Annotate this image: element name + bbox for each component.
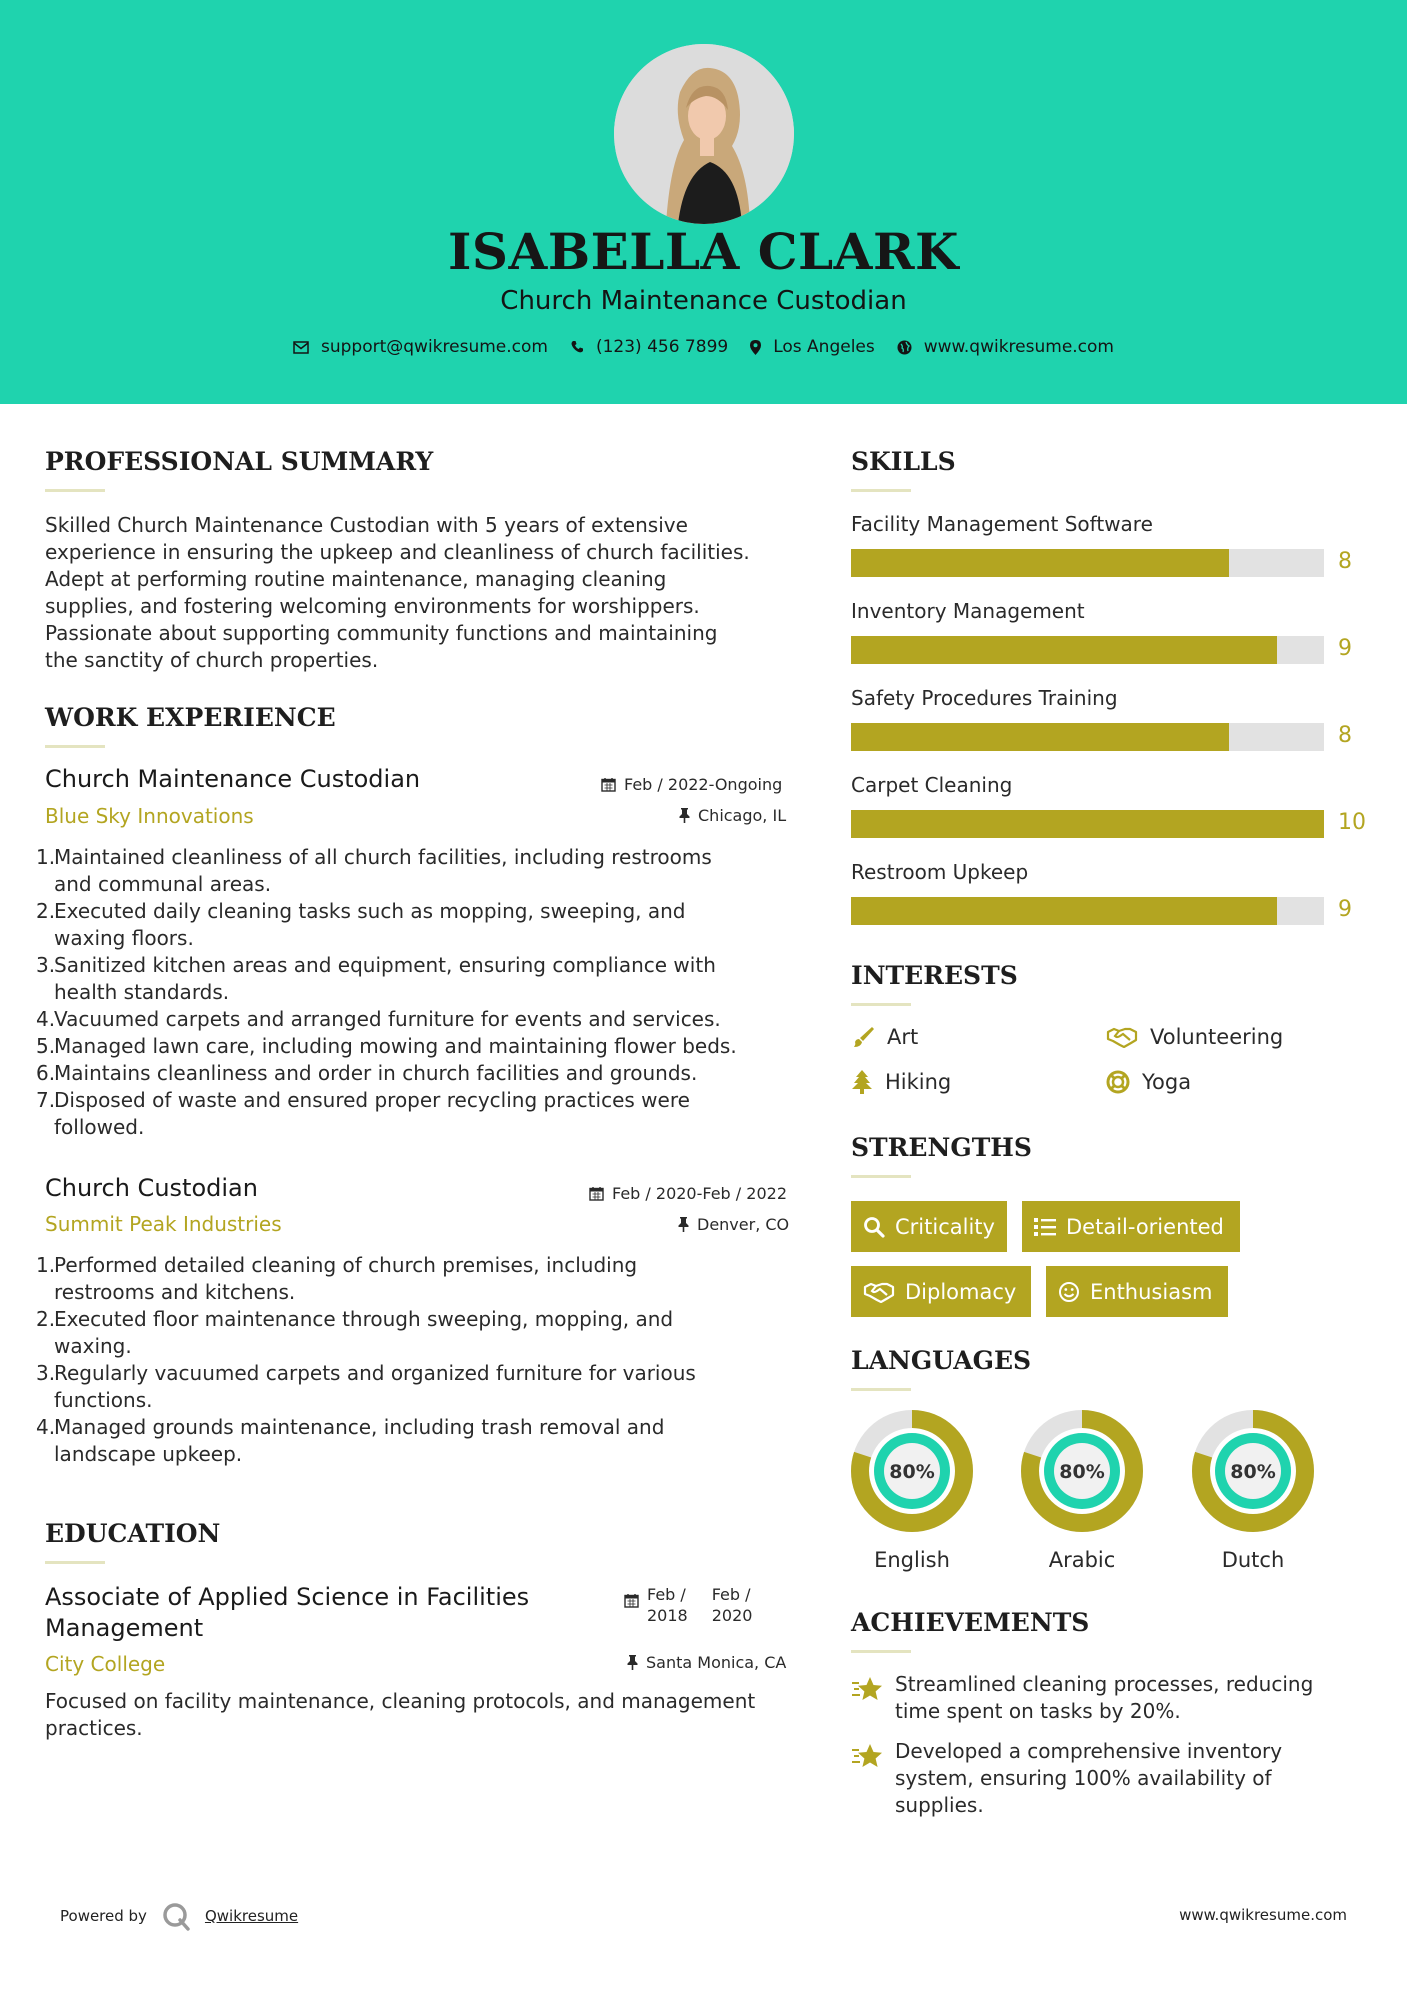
interest-yoga	[1106, 1070, 1191, 1094]
star-icon	[851, 1675, 885, 1703]
language-item	[1192, 1410, 1314, 1572]
achievements-underline	[851, 1650, 911, 1653]
contact-phone-text: (123) 456 7899	[595, 337, 729, 357]
achievements-heading: ACHIEVEMENTS	[851, 1608, 1090, 1637]
skill-value: 9	[1338, 897, 1352, 922]
skill-bar-fill	[851, 810, 1324, 838]
list-item: 3. Sanitized kitchen areas and equipment, ensuring compliance with health standards.	[36, 953, 716, 1004]
interest-volunteering	[1106, 1025, 1283, 1049]
skill-label: Safety Procedures Training	[851, 686, 1118, 710]
job-company: Blue Sky Innovations	[45, 804, 254, 828]
job-bullets	[36, 844, 816, 1141]
contact-website-text: www.qwikresume.com	[923, 337, 1114, 357]
job-location	[679, 806, 786, 825]
strength-label: Criticality	[895, 1214, 995, 1239]
calendar-icon	[601, 777, 616, 792]
skill-label: Restroom Upkeep	[851, 860, 1029, 884]
summary-line: Adept at performing routine maintenance, managing cleaning	[45, 567, 667, 591]
skills-underline	[851, 489, 911, 492]
summary-line: the sanctity of church properties.	[45, 648, 379, 672]
interests-underline	[851, 1003, 911, 1006]
skill-bar	[851, 810, 1324, 838]
achievement-item	[851, 1671, 1351, 1725]
summary-line: Skilled Church Maintenance Custodian with 5 years of extensive	[45, 513, 688, 537]
contact-bar	[0, 337, 1407, 357]
summary-line: supplies, and fostering welcoming environments for worshippers.	[45, 594, 700, 618]
job-title: Church Maintenance Custodian	[45, 765, 421, 793]
skill-value: 8	[1338, 549, 1352, 574]
language-name: Dutch	[1221, 1548, 1285, 1572]
pushpin-icon	[678, 1217, 689, 1232]
experience-underline	[45, 745, 105, 748]
strength-badge-enthusiasm	[1046, 1266, 1228, 1317]
skill-label: Inventory Management	[851, 599, 1085, 623]
contact-website[interactable]	[897, 337, 1114, 357]
map-pin-icon	[750, 340, 761, 355]
skill-bar-fill	[851, 549, 1229, 577]
phone-icon	[570, 340, 584, 354]
strength-label: Diplomacy	[905, 1279, 1017, 1304]
languages-heading: LANGUAGES	[851, 1346, 1032, 1375]
interests-heading: INTERESTS	[851, 961, 1018, 990]
job-dates-text: Feb / 2022-Ongoing	[624, 775, 783, 794]
education-date-from: Feb / 2018	[647, 1585, 688, 1625]
language-percent: 80%	[1230, 1461, 1276, 1483]
strengths-heading: STRENGTHS	[851, 1133, 1032, 1162]
handshake-icon	[863, 1281, 895, 1303]
skill-bar-fill	[851, 897, 1277, 925]
contact-email[interactable]	[293, 337, 548, 357]
footer-brand-link[interactable]: Qwikresume	[204, 1907, 299, 1925]
education-location	[627, 1653, 786, 1672]
achievement-text: Developed a comprehensive inventory system, ensuring 100% availability of supplies.	[895, 1739, 1283, 1817]
qwikresume-logo-icon	[161, 1901, 191, 1931]
strength-label: Enthusiasm	[1090, 1279, 1213, 1304]
header-banner	[0, 0, 1407, 404]
list-item: 5. Managed lawn care, including mowing and maintaining flower beds.	[36, 1034, 737, 1058]
experience-heading: WORK EXPERIENCE	[45, 703, 336, 732]
skill-bar	[851, 897, 1324, 925]
summary-text	[45, 512, 805, 674]
list-item: 6. Maintains cleanliness and order in church facilities and grounds.	[36, 1061, 698, 1085]
language-ring	[851, 1410, 973, 1532]
envelope-icon	[293, 341, 309, 354]
school-name: City College	[45, 1652, 166, 1676]
calendar-icon	[589, 1186, 604, 1201]
languages-underline	[851, 1388, 911, 1391]
degree-line: Management	[45, 1614, 204, 1642]
contact-email-text: support@qwikresume.com	[321, 337, 548, 357]
education-dates	[624, 1584, 752, 1626]
achievement-text: Streamlined cleaning processes, reducing time spent on tasks by 20%.	[895, 1672, 1314, 1723]
education-underline	[45, 1561, 105, 1564]
contact-location	[750, 337, 875, 357]
skill-bar	[851, 723, 1324, 751]
contact-phone[interactable]	[570, 337, 728, 357]
degree-title	[45, 1582, 529, 1644]
summary-line: experience in ensuring the upkeep and cleanliness of church facilities.	[45, 540, 750, 564]
strength-label: Detail-oriented	[1066, 1214, 1224, 1239]
education-description: Focused on facility maintenance, cleaning protocols, and management practices.	[45, 1689, 756, 1740]
profile-photo-icon	[614, 44, 794, 224]
summary-line: Passionate about supporting community functions and maintaining	[45, 621, 718, 645]
skill-bar	[851, 549, 1324, 577]
education-heading: EDUCATION	[45, 1519, 221, 1548]
search-icon	[863, 1216, 885, 1238]
language-name: English	[874, 1548, 950, 1572]
contact-location-text: Los Angeles	[773, 337, 875, 357]
list-item: 3. Regularly vacuumed carpets and organized furniture for various functions.	[36, 1361, 696, 1412]
candidate-role: Church Maintenance Custodian	[500, 286, 907, 316]
skill-label: Carpet Cleaning	[851, 773, 1013, 797]
job-dates-text: Feb / 2020-Feb / 2022	[612, 1184, 787, 1203]
language-item	[1021, 1410, 1143, 1572]
list-item: 2. Executed floor maintenance through sweeping, mopping, and waxing.	[36, 1307, 674, 1358]
strength-badge-criticality	[851, 1201, 1007, 1252]
interest-label: Yoga	[1142, 1070, 1192, 1094]
language-ring	[1021, 1410, 1143, 1532]
footer-powered-by	[60, 1901, 298, 1931]
job-bullets	[36, 1252, 816, 1468]
skills-heading: SKILLS	[851, 447, 956, 476]
skill-label: Facility Management Software	[851, 512, 1153, 536]
list-item: 4. Vacuumed carpets and arranged furniture for events and services.	[36, 1007, 721, 1031]
list-item: 1. Performed detailed cleaning of church premises, including restrooms and kitchens.	[36, 1253, 638, 1304]
candidate-name: ISABELLA CLARK	[448, 222, 959, 281]
job-location-text: Denver, CO	[697, 1215, 790, 1234]
skill-bar-fill	[851, 723, 1229, 751]
degree-line: Associate of Applied Science in Facilities	[45, 1583, 530, 1611]
smile-icon	[1058, 1281, 1080, 1303]
list-item: 2. Executed daily cleaning tasks such as mopping, sweeping, and waxing floors.	[36, 899, 686, 950]
handshake-icon	[1106, 1026, 1138, 1048]
interest-label: Art	[887, 1025, 919, 1049]
job-dates	[601, 775, 782, 794]
strengths-underline	[851, 1175, 911, 1178]
strength-badge-detail-oriented	[1022, 1201, 1240, 1252]
job-company: Summit Peak Industries	[45, 1212, 282, 1236]
avatar	[614, 44, 794, 224]
calendar-icon	[624, 1593, 639, 1608]
skill-value: 10	[1338, 810, 1366, 835]
skill-bar-fill	[851, 636, 1277, 664]
skill-bar	[851, 636, 1324, 664]
powered-by-label: Powered by	[60, 1907, 147, 1925]
life-ring-icon	[1106, 1070, 1130, 1094]
interest-hiking	[851, 1070, 951, 1094]
language-percent: 80%	[1059, 1461, 1105, 1483]
language-percent: 80%	[889, 1461, 935, 1483]
list-icon	[1034, 1217, 1056, 1237]
interest-label: Hiking	[885, 1070, 952, 1094]
summary-underline	[45, 489, 105, 492]
skill-value: 8	[1338, 723, 1352, 748]
globe-icon	[897, 340, 912, 355]
list-item: 4. Managed grounds maintenance, including trash removal and landscape upkeep.	[36, 1415, 665, 1466]
job-location-text: Chicago, IL	[698, 806, 787, 825]
job-location	[678, 1215, 789, 1234]
pushpin-icon	[627, 1655, 638, 1670]
summary-heading: PROFESSIONAL SUMMARY	[45, 447, 434, 476]
tree-icon	[851, 1070, 873, 1094]
strength-badge-diplomacy	[851, 1266, 1031, 1317]
education-date-to: Feb / 2020	[711, 1585, 753, 1625]
language-name: Arabic	[1048, 1548, 1116, 1572]
achievement-item	[851, 1738, 1351, 1819]
language-ring	[1192, 1410, 1314, 1532]
skill-value: 9	[1338, 636, 1352, 661]
job-dates	[589, 1184, 787, 1203]
paintbrush-icon	[851, 1025, 875, 1049]
interest-art	[851, 1025, 918, 1049]
footer-website[interactable]: www.qwikresume.com	[1179, 1906, 1347, 1924]
job-title: Church Custodian	[45, 1174, 258, 1202]
star-icon	[851, 1742, 885, 1770]
interest-label: Volunteering	[1150, 1025, 1284, 1049]
pushpin-icon	[679, 808, 690, 823]
language-item	[851, 1410, 973, 1572]
list-item: 1. Maintained cleanliness of all church facilities, including restrooms and communal areas.	[36, 845, 712, 896]
education-location-text: Santa Monica, CA	[646, 1653, 787, 1672]
list-item: 7. Disposed of waste and ensured proper recycling practices were followed.	[36, 1088, 690, 1139]
